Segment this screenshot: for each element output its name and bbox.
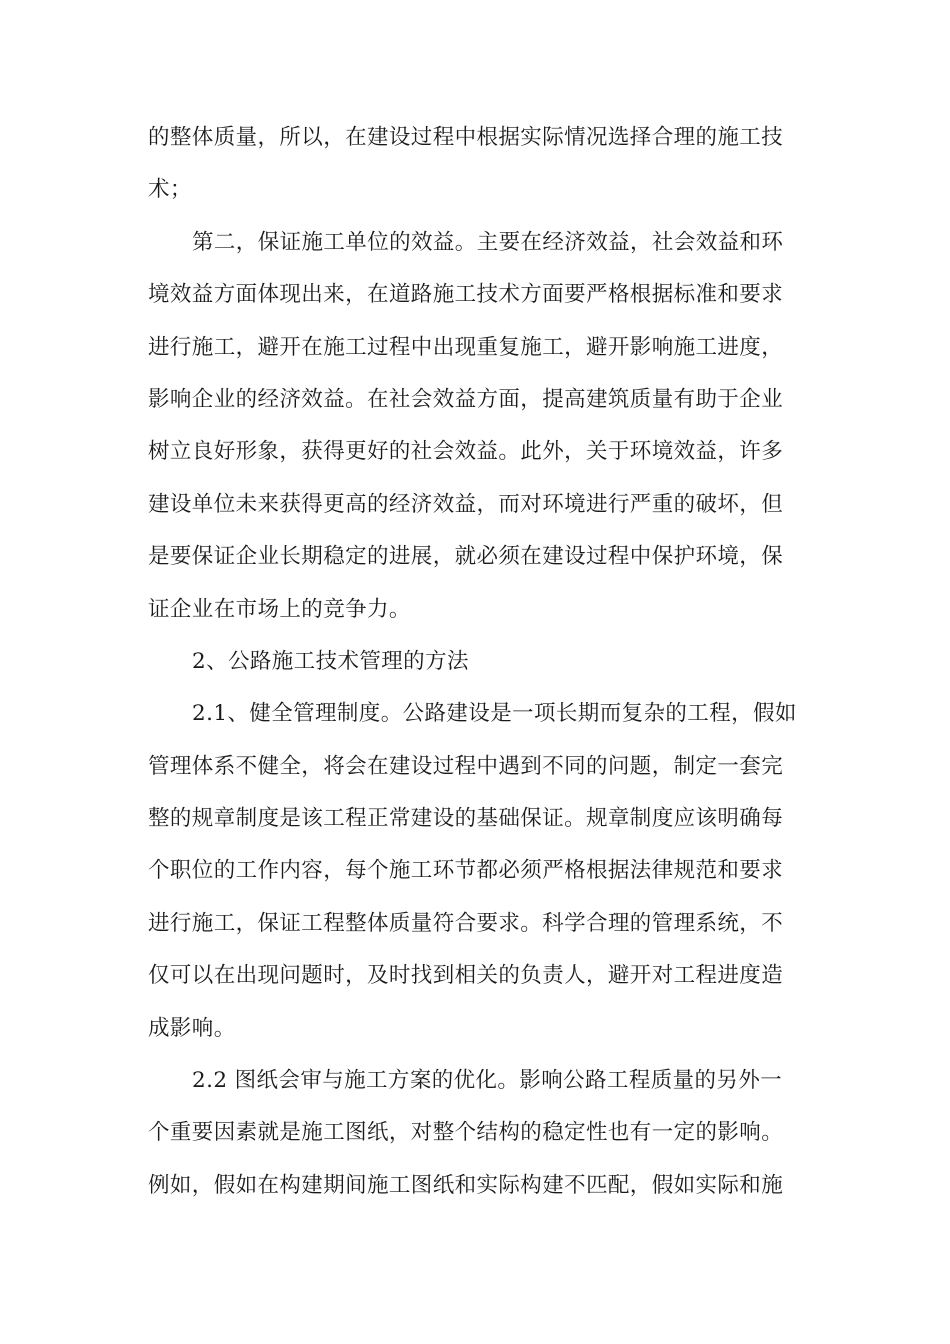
text-line: 2、公路施工技术管理的方法 <box>192 648 469 674</box>
text-line: 2.1、健全管理制度。公路建设是一项长期而复杂的工程，假如 <box>192 701 797 727</box>
text-line: 的整体质量，所以，在建设过程中根据实际情况选择合理的施工技 <box>148 125 784 150</box>
text-line: 证企业在市场上的竞争力。 <box>148 596 411 622</box>
text-line: 影响企业的经济效益。在社会效益方面，提高建筑质量有助于企业 <box>148 386 784 412</box>
text-line: 术； <box>148 177 192 203</box>
text-line: 仅可以在出现问题时，及时找到相关的负责人，避开对工程进度造 <box>148 963 784 989</box>
text-line: 个重要因素就是施工图纸，对整个结构的稳定性也有一定的影响。 <box>148 1120 784 1146</box>
text-line: 例如，假如在构建期间施工图纸和实际构建不匹配，假如实际和施 <box>148 1172 784 1198</box>
text-line: 进行施工，避开在施工过程中出现重复施工，避开影响施工进度， <box>148 334 784 360</box>
text-line: 管理体系不健全，将会在建设过程中遇到不同的问题，制定一套完 <box>148 753 784 779</box>
text-line: 建设单位未来获得更高的经济效益，而对环境进行严重的破坏，但 <box>148 491 784 517</box>
text-line: 境效益方面体现出来，在道路施工技术方面要严格根据标准和要求 <box>148 282 784 308</box>
document-body <box>148 112 798 1212</box>
text-line: 整的规章制度是该工程正常建设的基础保证。规章制度应该明确每 <box>148 806 784 832</box>
text-line: 成影响。 <box>148 1015 236 1041</box>
text-line: 树立良好形象，获得更好的社会效益。此外，关于环境效益，许多 <box>148 439 784 465</box>
text-line: 个职位的工作内容，每个施工环节都必须严格根据法律规范和要求 <box>148 858 784 884</box>
text-line: 第二，保证施工单位的效益。主要在经济效益，社会效益和环 <box>192 229 784 255</box>
text-line: 是要保证企业长期稳定的进展，就必须在建设过程中保护环境，保 <box>148 544 784 570</box>
text-line: 进行施工，保证工程整体质量符合要求。科学合理的管理系统，不 <box>148 910 784 936</box>
text-line: 2.2 图纸会审与施工方案的优化。影响公路工程质量的另外一 <box>192 1068 783 1094</box>
